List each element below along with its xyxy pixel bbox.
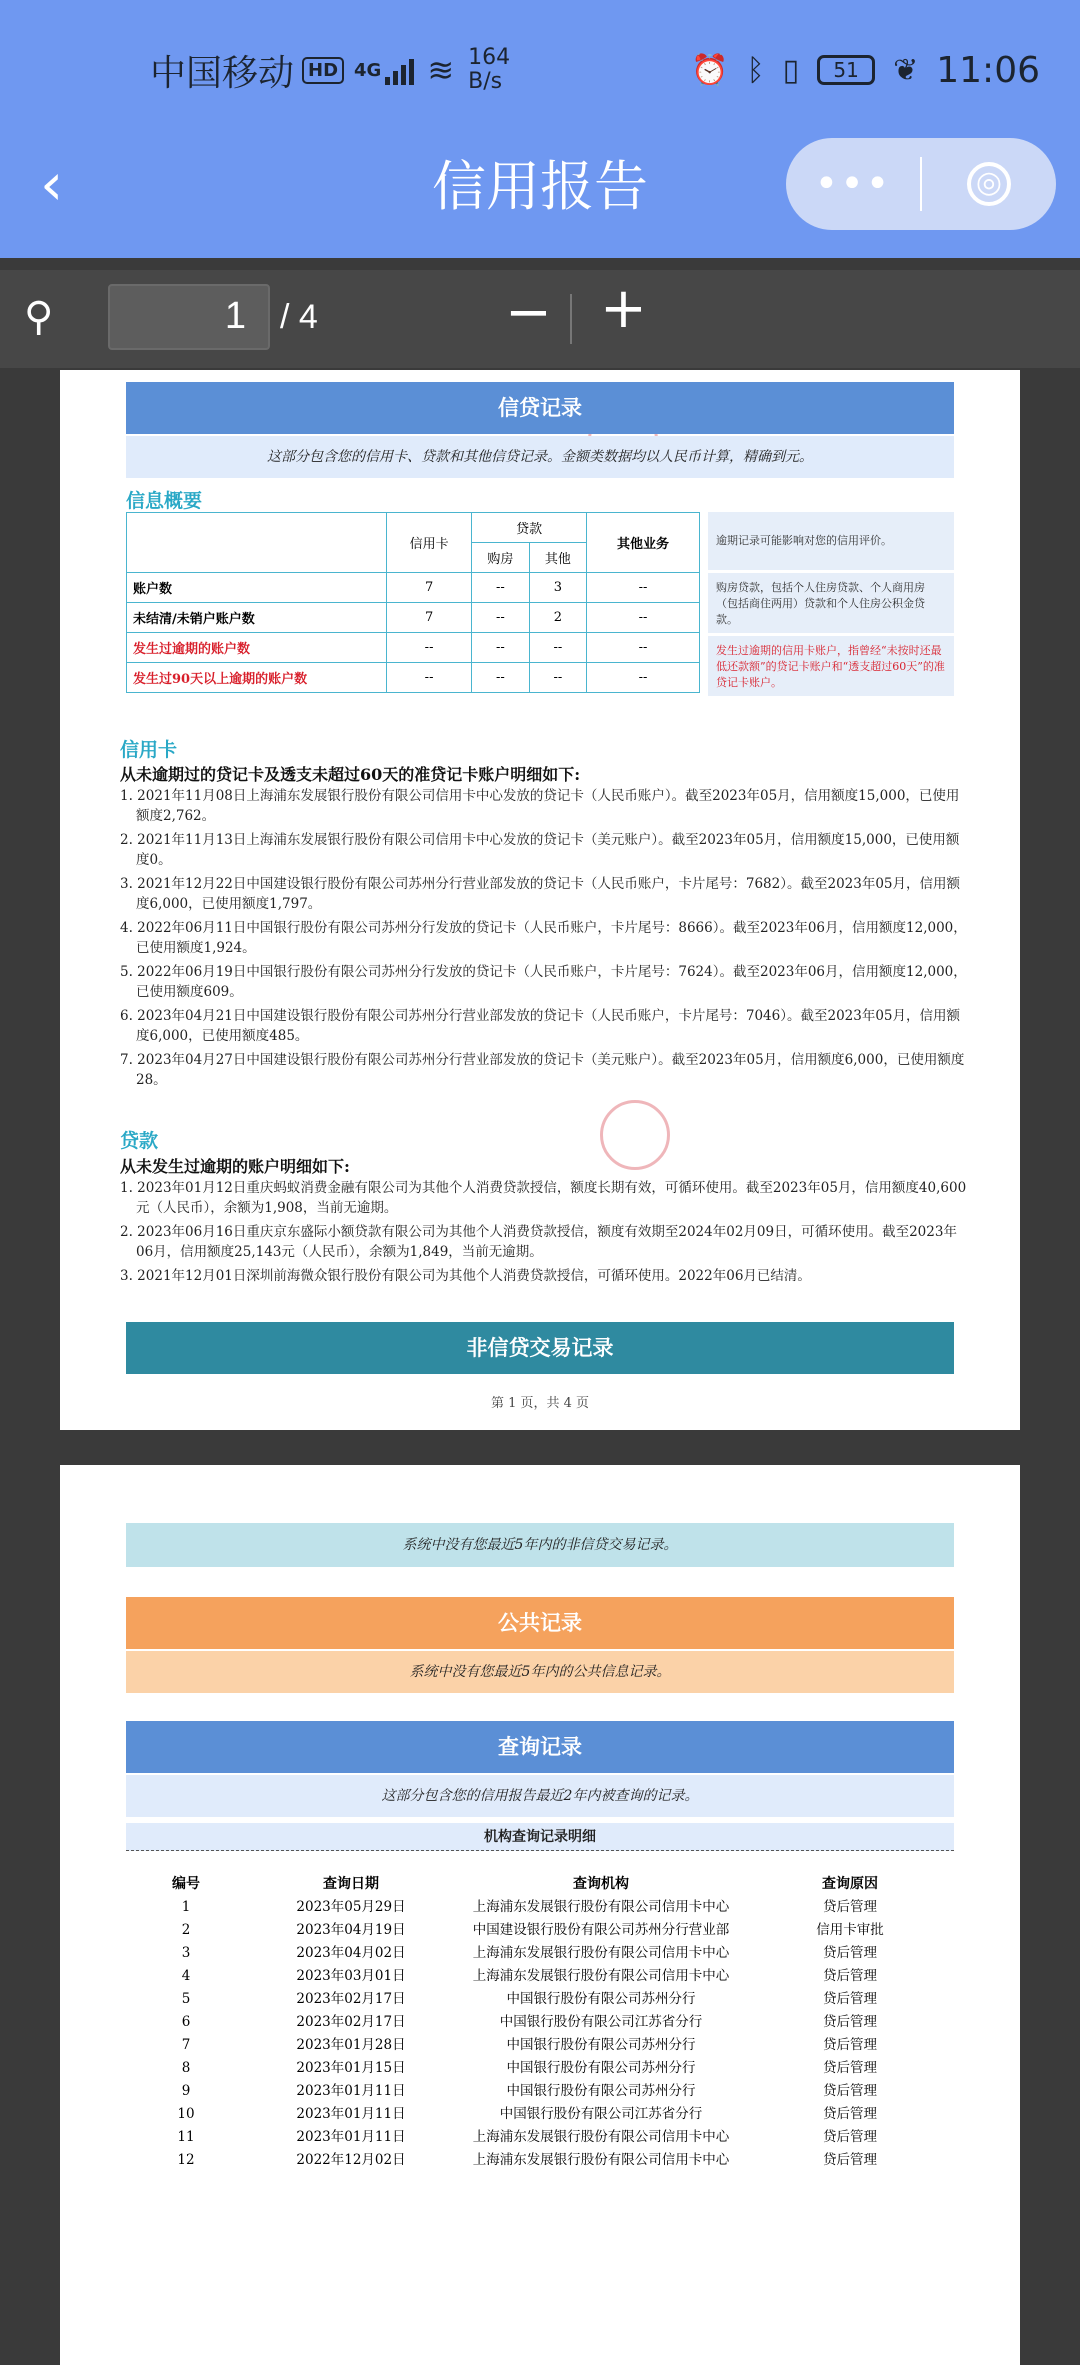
battery-indicator: 51	[817, 55, 875, 85]
cell: 2022年12月02日	[296, 2152, 406, 2168]
query-subtitle: 机构查询记录明细	[126, 1823, 954, 1851]
cell: 中国银行股份有限公司苏州分行	[506, 2083, 696, 2099]
cell: --	[587, 573, 700, 603]
list-item: 1. 2023年01月12日重庆蚂蚁消费金融有限公司为其他个人消费贷款授信，额度长期有效，可循环使用。截至2023年05月，信用额度40,600元（人民币），余额为1,908，当前无逾期。	[120, 1180, 967, 1216]
list-item: 3. 2021年12月22日中国建设银行股份有限公司苏州分行营业部发放的贷记卡（人民币账户，卡片尾号：7682）。截至2023年05月，信用额度6,000，已使用额度1,797。	[120, 876, 961, 912]
search-icon[interactable]: ⚲	[24, 294, 54, 340]
cell: 8	[181, 2060, 191, 2076]
loan-section-title: 贷款	[120, 1130, 159, 1152]
cell: 贷后管理	[823, 2060, 877, 2076]
query-note: 这部分包含您的信用报告最近2年内被查询的记录。	[126, 1775, 954, 1817]
close-button[interactable]	[922, 162, 1056, 206]
col-other: 其他	[529, 543, 586, 573]
watermark-stamp	[600, 1100, 670, 1170]
table-row	[126, 2103, 954, 2126]
col-other-biz: 其他业务	[587, 513, 700, 573]
page-total: / 4	[280, 298, 318, 336]
cell: 2023年03月01日	[296, 1968, 406, 1984]
cell: --	[387, 633, 472, 663]
pdf-page-1	[60, 370, 1020, 1430]
cell: 中国银行股份有限公司苏州分行	[506, 1991, 696, 2007]
table-row	[126, 1988, 954, 2011]
table-row	[126, 2011, 954, 2034]
public-band-title: 公共记录	[126, 1597, 954, 1649]
cell: 7	[387, 573, 472, 603]
table-row	[126, 2149, 954, 2172]
cell: --	[587, 633, 700, 663]
table-header	[126, 1870, 954, 1896]
close-icon: ◎	[967, 162, 1011, 206]
list-item: 2. 2023年06月16日重庆京东盛际小额贷款有限公司为其他个人消费贷款授信，额度有效期至2024年02月09日，可循环使用。截至2023年06月，信用额度25,143元（人民币），余额为1,849，当前无逾期。	[120, 1224, 957, 1260]
table-row	[126, 1965, 954, 1988]
cell: 上海浦东发展银行股份有限公司信用卡中心	[472, 2152, 730, 2168]
table-row	[126, 2126, 954, 2149]
bluetooth-icon: ᛒ	[746, 52, 765, 88]
col-loan: 贷款	[472, 513, 587, 543]
zoom-out-button[interactable]: −	[505, 280, 552, 345]
cell: 贷后管理	[823, 1899, 877, 1915]
pdf-page-2	[60, 1465, 1020, 2365]
toolbar-divider	[570, 294, 572, 344]
cell: 9	[181, 2083, 191, 2099]
header-org: 查询机构	[573, 1876, 629, 1892]
cell: 中国银行股份有限公司苏州分行	[506, 2060, 696, 2076]
table-row	[126, 1896, 954, 1919]
row-label: 发生过90天以上逾期的账户数	[127, 663, 387, 693]
network-speed	[468, 46, 510, 94]
cell: --	[587, 603, 700, 633]
page-footer: 第 1 页，共 4 页	[490, 1396, 590, 1411]
app-header	[0, 0, 1080, 258]
cell: 2	[181, 1922, 191, 1938]
header-reason: 查询原因	[822, 1876, 878, 1892]
cell: 贷后管理	[823, 2014, 877, 2030]
cell: 2023年01月15日	[296, 2060, 406, 2076]
carrier-name: 中国移动	[150, 52, 295, 94]
side-note: 发生过逾期的信用卡账户，指曾经“未按时还最低还款额”的贷记卡账户和“透支超过60天”的准贷记卡账户。	[708, 636, 954, 696]
alarm-icon: ⏰	[691, 52, 729, 88]
cell: 4	[181, 1968, 191, 1984]
cell: 3	[181, 1945, 191, 1961]
col-card: 信用卡	[387, 513, 472, 573]
cell: 2023年02月17日	[296, 1991, 406, 2007]
cell: 上海浦东发展银行股份有限公司信用卡中心	[472, 1968, 730, 1984]
table-row	[127, 573, 700, 603]
table-row	[126, 2080, 954, 2103]
network-type: 4G	[354, 59, 382, 81]
nonloan-note: 系统中没有您最近5年内的非信贷交易记录。	[126, 1523, 954, 1567]
cell: 上海浦东发展银行股份有限公司信用卡中心	[472, 1945, 730, 1961]
status-bar	[150, 40, 1040, 100]
pdf-toolbar	[0, 270, 1080, 368]
summary-corner	[127, 513, 387, 573]
cell: --	[529, 633, 586, 663]
cell: 2023年02月17日	[296, 2014, 406, 2030]
more-button[interactable]: •••	[814, 161, 892, 207]
hd-badge: HD	[302, 57, 344, 84]
cell: --	[472, 603, 529, 633]
cell: 信用卡审批	[816, 1922, 884, 1938]
cell: 2	[529, 603, 586, 633]
header-date: 查询日期	[323, 1876, 379, 1892]
back-icon[interactable]: ‹	[40, 150, 64, 218]
cell: 中国银行股份有限公司苏州分行	[506, 2037, 696, 2053]
nonloan-band-title: 非信贷交易记录	[126, 1322, 954, 1374]
cell: 11	[177, 2129, 195, 2145]
list-item: 4. 2022年06月11日中国银行股份有限公司苏州分行发放的贷记卡（人民币账户，卡片尾号：8666）。截至2023年06月，信用额度12,000，已使用额度1,924。	[120, 920, 967, 956]
cell: 1	[181, 1899, 191, 1915]
list-item: 6. 2023年04月21日中国建设银行股份有限公司苏州分行营业部发放的贷记卡（人民币账户，卡片尾号：7046）。截至2023年05月，信用额度6,000，已使用额度485。	[120, 1008, 961, 1044]
list-item: 2. 2021年11月13日上海浦东发展银行股份有限公司信用卡中心发放的贷记卡（美元账户）。截至2023年05月，信用额度15,000，已使用额度0。	[120, 832, 960, 868]
query-band-title: 查询记录	[126, 1721, 954, 1773]
cell: 贷后管理	[823, 2129, 877, 2145]
mini-program-capsule	[786, 138, 1056, 230]
cell: 2023年05月29日	[296, 1899, 406, 1915]
cell: 中国银行股份有限公司江苏省分行	[499, 2014, 703, 2030]
table-row	[126, 2034, 954, 2057]
table-row	[126, 1942, 954, 1965]
speed-unit: B/s	[468, 69, 503, 94]
vibrate-icon: ▯	[782, 52, 800, 88]
row-label: 账户数	[127, 573, 387, 603]
summary-title: 信息概要	[126, 490, 203, 512]
cell: 2023年01月11日	[296, 2106, 406, 2122]
summary-side-notes	[708, 512, 954, 699]
table-row	[126, 2057, 954, 2080]
leaf-icon: ❦	[893, 52, 919, 88]
cell: 上海浦东发展银行股份有限公司信用卡中心	[472, 2129, 730, 2145]
list-item: 3. 2021年12月01日深圳前海微众银行股份有限公司为其他个人消费贷款授信，可循环使用。2022年06月已结清。	[120, 1268, 811, 1284]
cell: 贷后管理	[823, 2037, 877, 2053]
cell: 贷后管理	[823, 1968, 877, 1984]
side-note: 购房贷款，包括个人住房贷款、个人商用房（包括商住两用）贷款和个人住房公积金贷款。	[708, 573, 954, 633]
row-label: 发生过逾期的账户数	[127, 633, 387, 663]
cell: 10	[177, 2106, 195, 2122]
wifi-icon: ≋	[427, 51, 455, 89]
card-section-title: 信用卡	[120, 739, 178, 761]
table-row	[126, 1919, 954, 1942]
cell: 贷后管理	[823, 2106, 877, 2122]
table-row	[127, 663, 700, 693]
cell: 7	[387, 603, 472, 633]
cell: 贷后管理	[823, 2083, 877, 2099]
table-row	[127, 633, 700, 663]
cell: 12	[177, 2152, 195, 2168]
cell: 2023年04月19日	[296, 1922, 406, 1938]
summary-table	[126, 512, 700, 693]
credit-band-note: 这部分包含您的信用卡、贷款和其他信贷记录。金额类数据均以人民币计算，精确到元。	[126, 436, 954, 478]
cell: --	[472, 633, 529, 663]
list-item: 7. 2023年04月27日中国建设银行股份有限公司苏州分行营业部发放的贷记卡（美元账户）。截至2023年05月，信用额度6,000，已使用额度28。	[120, 1052, 965, 1088]
cell: 5	[181, 1991, 191, 2007]
list-item: 1. 2021年11月08日上海浦东发展银行股份有限公司信用卡中心发放的贷记卡（人民币账户）。截至2023年05月，信用额度15,000，已使用额度2,762。	[120, 788, 960, 824]
cell: 上海浦东发展银行股份有限公司信用卡中心	[472, 1899, 730, 1915]
cell: 中国建设银行股份有限公司苏州分行营业部	[472, 1922, 730, 1938]
table-row	[127, 603, 700, 633]
cell: 贷后管理	[823, 2152, 877, 2168]
cell: 3	[529, 573, 586, 603]
cell: 2023年01月28日	[296, 2037, 406, 2053]
side-note: 逾期记录可能影响对您的信用评价。	[708, 512, 954, 570]
row-label: 未结清/未销户账户数	[127, 603, 387, 633]
credit-band-title: 信贷记录	[126, 382, 954, 434]
cell: --	[472, 663, 529, 693]
page-title: 信用报告	[432, 155, 648, 218]
cell: 2023年04月02日	[296, 1945, 406, 1961]
cell: 6	[181, 2014, 191, 2030]
signal-icon	[385, 55, 417, 85]
clock: 11:06	[936, 49, 1040, 91]
title-bar	[0, 138, 1080, 234]
cell: 2023年01月11日	[296, 2083, 406, 2099]
speed-value: 164	[468, 45, 511, 70]
cell: 贷后管理	[823, 1945, 877, 1961]
cell: --	[529, 663, 586, 693]
cell: 中国银行股份有限公司江苏省分行	[499, 2106, 703, 2122]
zoom-in-button[interactable]: +	[600, 276, 647, 341]
header-no: 编号	[172, 1876, 200, 1892]
loan-list	[120, 1178, 970, 1290]
card-list	[120, 786, 970, 1094]
cell: 贷后管理	[823, 1991, 877, 2007]
query-table	[126, 1870, 954, 2172]
cell: --	[472, 573, 529, 603]
card-section-subtitle: 从未逾期过的贷记卡及透支未超过60天的准贷记卡账户明细如下:	[120, 765, 581, 784]
page-number-input[interactable]: 1	[108, 284, 270, 350]
list-item: 5. 2022年06月19日中国银行股份有限公司苏州分行发放的贷记卡（人民币账户，卡片尾号：7624）。截至2023年06月，信用额度12,000，已使用额度609。	[120, 964, 967, 1000]
cell: --	[387, 663, 472, 693]
col-house: 购房	[472, 543, 529, 573]
cell: --	[587, 663, 700, 693]
cell: 2023年01月11日	[296, 2129, 406, 2145]
loan-section-subtitle: 从未发生过逾期的账户明细如下:	[120, 1157, 350, 1176]
public-note: 系统中没有您最近5年内的公共信息记录。	[126, 1651, 954, 1693]
cell: 7	[181, 2037, 191, 2053]
